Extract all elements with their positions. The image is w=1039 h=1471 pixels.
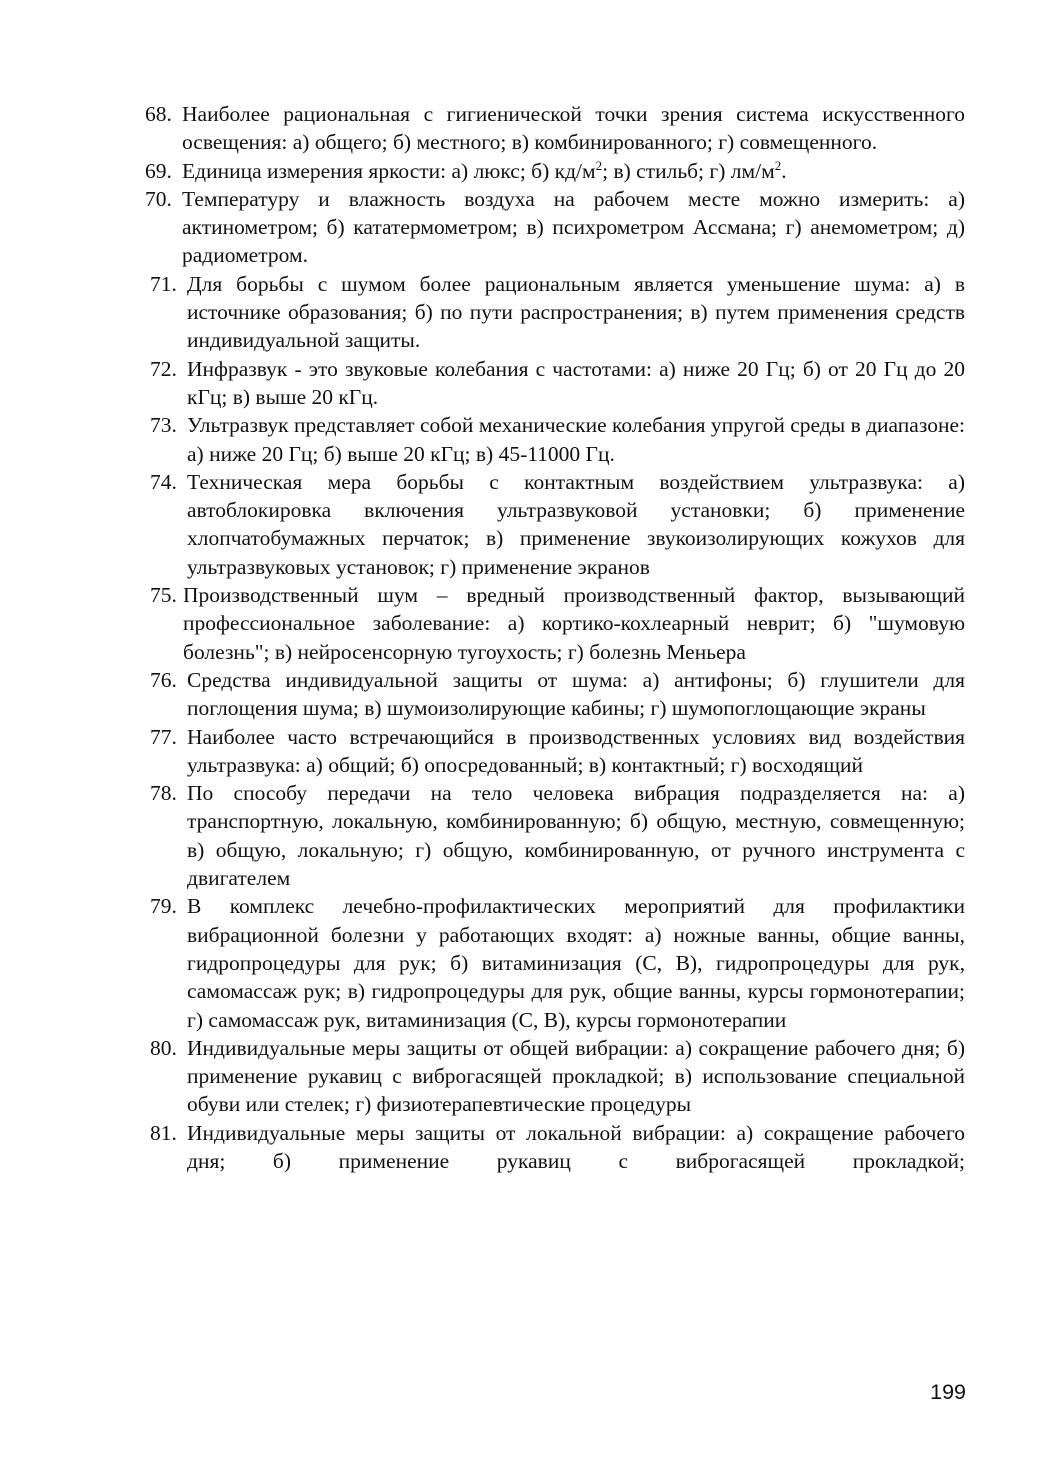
question-number: 81. bbox=[150, 1120, 177, 1145]
question-text: Наиболее рациональная с гигиенической точки зрения система искусственного освещения: а) общего; б) местного; в) комбинированного; г) совмещенного. bbox=[182, 102, 965, 155]
page-number: 199 bbox=[930, 1380, 966, 1404]
question-text: Индивидуальные меры защиты от общей вибрации: а) сокращение рабочего дня; б) применение рукавиц с виброгасящей прокладкой; в) использование специальной обуви или стелек; г) физиотерапевтические процедуры bbox=[187, 1035, 965, 1117]
question-number: 68. bbox=[145, 102, 172, 126]
question-text: Температуру и влажность воздуха на рабочем месте можно измерить: а) актинометром; б) кататермометром; в) психрометром Ассмана; г) анемометром; д) радиометром. bbox=[182, 186, 965, 268]
question-text: Производственный шум – вредный производственный фактор, вызывающий профессиональное заболевание: а) кортико-кохлеарный неврит; б) "шумовую болезнь"; в) нейросенсорную тугоухость; г) болезнь Меньера bbox=[183, 583, 965, 664]
question-74 bbox=[150, 468, 965, 581]
question-text: Инфразвук - это звуковые колебания с частотами: а) ниже 20 Гц; б) от 20 Гц до 20 кГц; в) выше 20 кГц. bbox=[187, 356, 965, 409]
question-text: Наиболее часто встречающийся в производственных условиях вид воздействия ультразвука: а) общий; б) опосредованный; в) контактный; г) восходящий bbox=[187, 724, 965, 777]
question-text: Единица измерения яркости: а) люкс; б) $кд/м^2$; в) стильб; г) $лм/м^2$. bbox=[182, 157, 787, 183]
question-79 bbox=[150, 892, 965, 1033]
question-78 bbox=[150, 779, 965, 892]
question-81 bbox=[150, 1119, 965, 1176]
question-number: 74. bbox=[150, 469, 177, 494]
question-text: Средства индивидуальной защиты от шума: а) антифоны; б) глушители для поглощения шума; в) шумоизолирующие кабины; г) шумопоглощающие экраны bbox=[187, 667, 965, 721]
question-list bbox=[145, 100, 965, 1175]
question-number: 75. bbox=[150, 583, 177, 608]
question-80 bbox=[150, 1034, 965, 1119]
question-text: В комплекс лечебно-профилактических мероприятий для профилактики вибрационной болезни у работающих входят: а) ножные ванны, общие ванны, гидропроцедуры для рук; б) витаминизация (С, В), гидропроцедуры для рук, самомассаж рук; в) гидропроцедуры для рук, общие ванны, курсы гормонотерапии; г) самомассаж рук, витаминизация (С, В), курсы гормонотерапии bbox=[187, 894, 965, 1032]
question-76 bbox=[150, 666, 965, 723]
question-number: 69. bbox=[145, 158, 172, 183]
question-70 bbox=[145, 185, 965, 270]
question-number: 76. bbox=[150, 667, 177, 692]
question-text: Для борьбы с шумом более рациональным является уменьшение шума: а) в источнике образования; б) по пути распространения; в) путем применения средств индивидуальной защиты. bbox=[187, 271, 965, 353]
question-number: 73. bbox=[150, 413, 177, 438]
question-75 bbox=[150, 581, 965, 666]
question-number: 80. bbox=[150, 1035, 177, 1060]
question-text: Индивидуальные меры защиты от локальной вибрации: а) сокращение рабочего дня; б) применение рукавиц с виброгасящей прокладкой; bbox=[187, 1120, 965, 1173]
question-73 bbox=[150, 411, 965, 468]
question-text: Техническая мера борьбы с контактным воздействием ультразвука: а) автоблокировка включения ультразвуковой установки; б) применение хлопчатобумажных перчаток; в) применение звукоизолирующих кожухов для ультразвуковых установок; г) применение экранов bbox=[187, 469, 965, 579]
question-69 bbox=[145, 157, 965, 185]
question-text: По способу передачи на тело человека вибрация подразделяется на: а) транспортную, локальную, комбинированную; б) общую, местную, совмещенную; в) общую, локальную; г) общую, комбинированную, от ручного инструмента с двигателем bbox=[187, 781, 965, 891]
question-number: 72. bbox=[150, 356, 177, 381]
question-number: 78. bbox=[150, 781, 177, 806]
question-number: 70. bbox=[145, 186, 172, 211]
question-number: 79. bbox=[150, 894, 177, 919]
question-77 bbox=[150, 723, 965, 780]
question-text: Ультразвук представляет собой механические колебания упругой среды в диапазоне: а) ниже 20 Гц; б) выше 20 кГц; в) 45-11000 Гц. bbox=[187, 413, 965, 466]
question-71 bbox=[150, 270, 965, 355]
question-68 bbox=[145, 100, 965, 157]
question-number: 77. bbox=[150, 724, 177, 749]
question-72 bbox=[150, 355, 965, 412]
question-number: 71. bbox=[150, 271, 177, 296]
